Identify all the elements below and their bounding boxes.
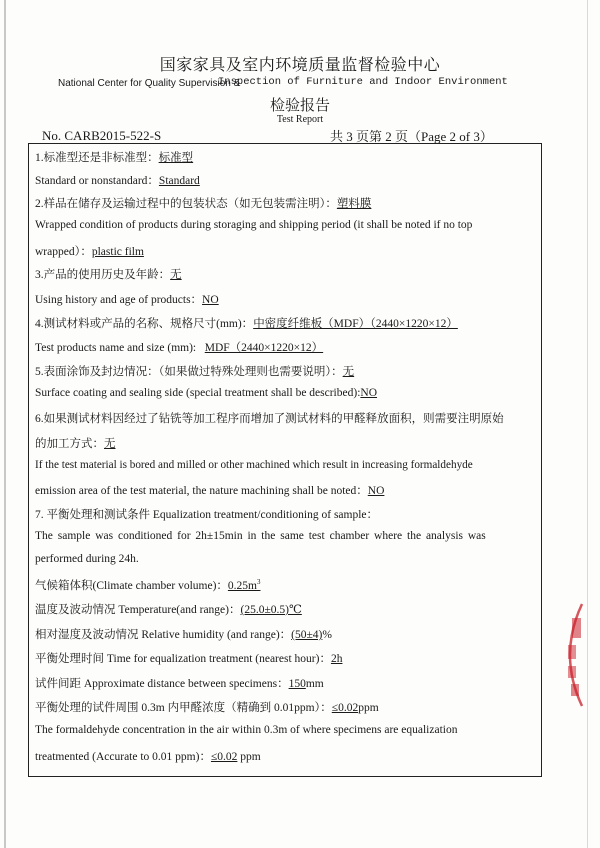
eq-time-label: 平衡处理时间 Time for equalization treatment (nearest hour)：	[35, 653, 331, 665]
eq-time-value: 2h	[330, 653, 343, 665]
coating-cn-line	[35, 363, 354, 379]
chamber-volume-label: 气候箱体积(Climate chamber volume)：	[35, 580, 228, 592]
history-answer-cn: 无	[170, 269, 182, 281]
milling-en-line-1: If the test material is bored and milled or other machined which result in increasing formaldehyde	[35, 459, 473, 471]
milling-question-en: emission area of the test material, the nature machining shall be noted：	[35, 485, 368, 497]
center-title-en-2: Inspection of Furniture and Indoor Environment	[218, 76, 508, 88]
center-title-cn: 国家家具及室内环境质量监督检验中心	[159, 57, 441, 74]
stamp-mark-4	[571, 684, 579, 696]
wrapped-answer-cn: 塑料膜	[336, 198, 372, 210]
product-answer-en: MDF（2440×1220×12）	[204, 342, 324, 354]
report-title-en: Test Report	[276, 114, 324, 125]
product-cn-line	[35, 315, 458, 331]
humidity-line	[35, 626, 332, 642]
standard-question-en: Standard or nonstandard：	[35, 175, 159, 187]
concentration-en-line-2	[35, 748, 261, 764]
wrapped-question-en: wrapped）：	[35, 246, 92, 258]
concentration-en-line-1: The formaldehyde concentration in the air within 0.3m of where specimens are equalization	[35, 724, 458, 736]
red-seal-stamp	[552, 600, 592, 710]
wrapped-en-line-2	[35, 243, 144, 259]
milling-cn-line-2	[35, 435, 116, 451]
humidity-label: 相对湿度及波动情况 Relative humidity (and range)：	[35, 629, 292, 641]
standard-answer-cn: 标准型	[158, 152, 194, 164]
milling-question-cn: 的加工方式：	[35, 438, 104, 450]
stamp-mark-1	[572, 618, 581, 638]
milling-cn-line-1: 6.如果测试材料因经过了钻铣等加工程序而增加了测试材料的甲醛释放面积，则需要注明原始	[35, 413, 504, 425]
product-en-line	[35, 339, 323, 355]
milling-en-line-2	[35, 482, 384, 498]
coating-en-line	[35, 387, 377, 399]
concentration-label-en: treatmented (Accurate to 0.01 ppm)：	[35, 751, 211, 763]
chamber-volume-value	[228, 580, 261, 592]
report-title-cn: 检验报告	[269, 98, 330, 114]
history-question-cn: 3.产品的使用历史及年龄：	[35, 269, 171, 281]
coating-question-cn: 5.表面涂饰及封边情况：（如果做过特殊处理则也需要说明）：	[35, 366, 343, 378]
chamber-volume-number: 0.25m	[227, 580, 257, 592]
concentration-value-en: ≤0.02	[210, 751, 238, 763]
page-edge-left	[4, 0, 6, 848]
wrapped-answer-en: plastic film	[91, 246, 144, 258]
standard-cn-line	[35, 149, 193, 165]
coating-question-en: Surface coating and sealing side (special treatment shall be described):	[35, 387, 361, 399]
coating-answer-cn: 无	[342, 366, 355, 378]
distance-value: 150	[288, 678, 306, 690]
concentration-unit-en: ppm	[237, 751, 261, 763]
wrapped-en-line-1: Wrapped condition of products during storaging and shipping period (it shall be noted if no top	[35, 219, 473, 231]
chamber-volume-line	[35, 577, 260, 593]
wrapped-cn-line	[35, 195, 371, 211]
chamber-volume-sup: 3	[256, 578, 261, 587]
page-indicator: 共 3 页第 2 页（Page 2 of 3）	[330, 129, 493, 144]
page-edge-right	[587, 0, 588, 848]
eq-time-line	[35, 650, 342, 666]
equalization-title: 7. 平衡处理和测试条件 Equalization treatment/conditioning of sample：	[35, 509, 379, 521]
stamp-mark-2	[568, 645, 576, 659]
humidity-value: (50±4)	[291, 629, 323, 641]
concentration-unit-cn: ppm	[358, 702, 379, 714]
product-question-cn: 4.测试材料或产品的名称、规格尺寸(mm)：	[35, 318, 254, 330]
standard-question-cn: 1.标准型还是非标准型：	[35, 152, 159, 164]
stamp-mark-3	[568, 666, 576, 678]
milling-answer-cn: 无	[104, 438, 116, 450]
equalization-desc-2: performed during 24h.	[35, 553, 139, 565]
concentration-label-cn: 平衡处理的试件周围 0.3m 内甲醛浓度（精确到 0.01ppm）：	[35, 702, 332, 714]
history-question-en: Using history and age of products：	[35, 294, 203, 306]
equalization-desc-1: The sample was conditioned for 2h±15min in the same test chamber where the analysis was	[35, 530, 486, 542]
distance-unit: mm	[305, 678, 324, 690]
standard-en-line	[35, 172, 200, 188]
temperature-line	[35, 601, 302, 617]
concentration-value-cn: ≤0.02	[331, 702, 359, 714]
product-question-en: Test products name and size (mm):	[35, 342, 197, 354]
distance-label: 试件间距 Approximate distance between specimens：	[35, 678, 289, 690]
product-answer-cn: 中密度纤维板（MDF）（2440×1220×12）	[253, 318, 458, 330]
milling-answer-en: NO	[367, 485, 385, 497]
wrapped-question-cn: 2.样品在储存及运输过程中的包装状态（如无包装需注明）：	[35, 198, 337, 210]
humidity-unit: %	[322, 629, 332, 641]
history-answer-en: NO	[202, 294, 219, 306]
history-cn-line	[35, 266, 182, 282]
temperature-value: (25.0±0.5)℃	[240, 604, 302, 616]
temperature-label: 温度及波动情况 Temperature(and range)：	[35, 604, 241, 616]
history-en-line	[35, 291, 219, 307]
distance-line	[35, 675, 324, 691]
concentration-cn-line	[35, 699, 379, 715]
coating-answer-en: NO	[360, 387, 378, 399]
standard-answer-en: Standard	[158, 175, 200, 187]
report-number: No. CARB2015-522-S	[42, 128, 162, 143]
center-title-en-1: National Center for Quality Supervision &	[58, 78, 241, 89]
